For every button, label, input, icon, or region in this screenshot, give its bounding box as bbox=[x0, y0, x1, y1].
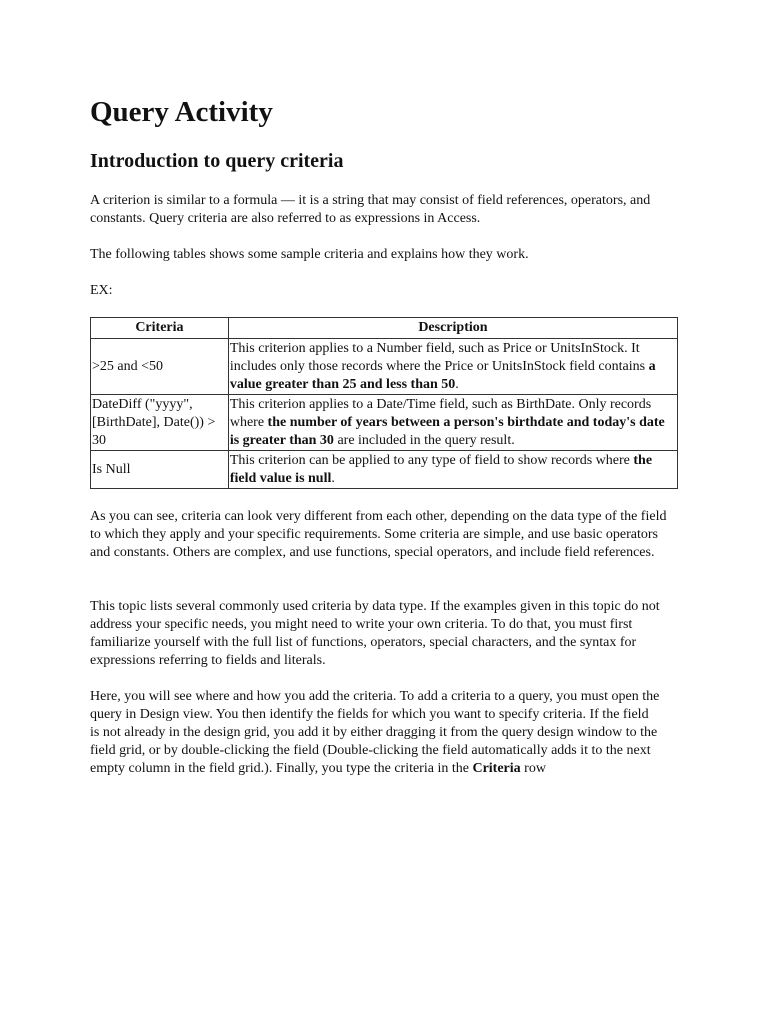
description-text-end: are included in the query result. bbox=[333, 432, 515, 448]
section-heading: Introduction to query criteria bbox=[90, 150, 344, 172]
description-bold-text: the field value is null bbox=[229, 452, 653, 486]
criteria-cell: DateDiff ("yyyy", [BirthDate], Date()) > 30 bbox=[91, 395, 229, 451]
page-title: Query Activity bbox=[90, 96, 273, 128]
description-text: This criterion applies to a Number field, such as Price or UnitsInStock. It includes only those records where the Price or UnitsInStock field contains bbox=[229, 340, 649, 374]
intro-paragraph: A criterion is similar to a formula — it is a string that may consist of field references, operators, and constants. Query criteria are also referred to as expressions in Access. bbox=[90, 193, 651, 226]
description-text-end: . bbox=[455, 376, 459, 392]
description-text: This criterion applies to a Date/Time field, such as BirthDate. Only records where bbox=[229, 396, 652, 430]
example-label: EX: bbox=[90, 283, 113, 298]
description-cell bbox=[228, 339, 677, 395]
criteria-cell: >25 and <50 bbox=[91, 339, 229, 395]
body-paragraph-differences: As you can see, criteria can look very different from each other, depending on the data type of the field to which they apply and your specific requirements. Some criteria are simple, and use basic operators and constants. Others are complex, and use functions, special operators, and include field references. bbox=[90, 509, 667, 560]
description-cell bbox=[228, 451, 677, 489]
tables-note-paragraph: The following tables shows some sample criteria and explains how they work. bbox=[90, 247, 529, 262]
table-row bbox=[91, 339, 678, 395]
table-header-row bbox=[91, 318, 678, 339]
criteria-bold-word: Criteria bbox=[472, 761, 521, 776]
description-bold-text: the number of years between a person's birthdate and today's date is greater than 30 bbox=[229, 414, 665, 448]
how-to-text: Here, you will see where and how you add the criteria. To add a criteria to a query, you must open the query in Design view. You then identify the fields for which you want to specify criteria. If the field is not already in the design grid, you add it by either dragging it from the query design window to the field grid, or by double-clicking the field (Double-clicking the field automatically adds it to the next empty column in the field grid.). Finally, you type the criteria in the bbox=[90, 689, 660, 776]
how-to-text-end: row bbox=[520, 761, 546, 776]
description-text: This criterion can be applied to any type of field to show records where bbox=[229, 452, 634, 468]
body-paragraph-topic: This topic lists several commonly used criteria by data type. If the examples given in this topic do not address your specific needs, you might need to write your own criteria. To do that, you must first familiarize yourself with the full list of functions, operators, special characters, and the syntax for expressions referring to fields and literals. bbox=[90, 599, 660, 668]
description-cell bbox=[228, 395, 677, 451]
description-column-header: Description bbox=[228, 318, 677, 339]
criteria-cell: Is Null bbox=[91, 451, 229, 489]
description-text-end: . bbox=[331, 470, 335, 486]
criteria-table bbox=[90, 317, 678, 489]
table-row bbox=[91, 395, 678, 451]
description-bold-text: a value greater than 25 and less than 50 bbox=[229, 358, 656, 392]
criteria-column-header: Criteria bbox=[91, 318, 229, 339]
table-row bbox=[91, 451, 678, 489]
body-paragraph-how-to bbox=[90, 688, 660, 778]
